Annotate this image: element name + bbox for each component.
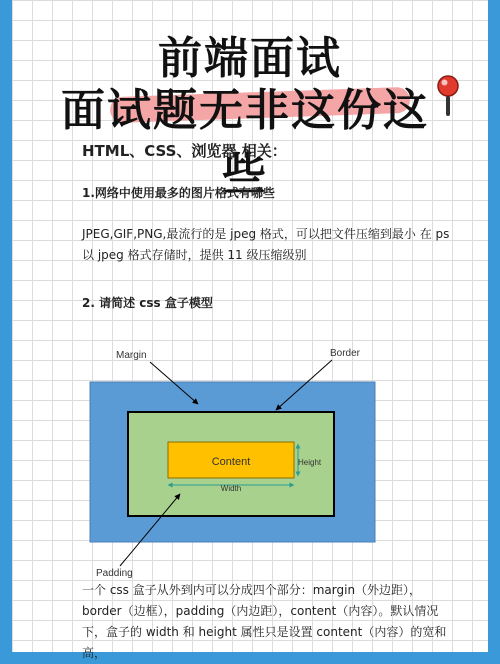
pushpin-icon — [436, 74, 460, 118]
question-1-answer: JPEG,GIF,PNG,最流行的是 jpeg 格式，可以把文件压缩到最小 在 ps 以 jpeg 格式存储时，提供 11 级压缩级别 — [82, 227, 450, 262]
height-label: Height — [298, 458, 322, 467]
question-2-title: 2. 请简述 css 盒子模型 — [82, 296, 213, 310]
question-2-answer: 一个 css 盒子从外到内可以分成四个部分：margin（外边距），border（边框），padding（内边距），content（内容）。默认情况下，盒子的 width 和 height 属性只是设置 content（内容）的宽和高， — [82, 583, 447, 660]
width-label: Width — [220, 484, 242, 493]
padding-label: Padding — [96, 568, 133, 579]
box-model-diagram — [80, 340, 400, 580]
question-1-title: 1.网络中使用最多的图片格式有哪些 — [82, 186, 275, 200]
margin-label: Margin — [116, 350, 147, 361]
title-line-2: 面试题无非这份这些 — [61, 85, 429, 200]
content-label: Content — [211, 456, 251, 468]
border-label: Border — [330, 348, 361, 359]
title-line-1: 前端面试 — [158, 33, 342, 84]
section-heading: HTML、CSS、浏览器 相关： — [82, 142, 287, 160]
